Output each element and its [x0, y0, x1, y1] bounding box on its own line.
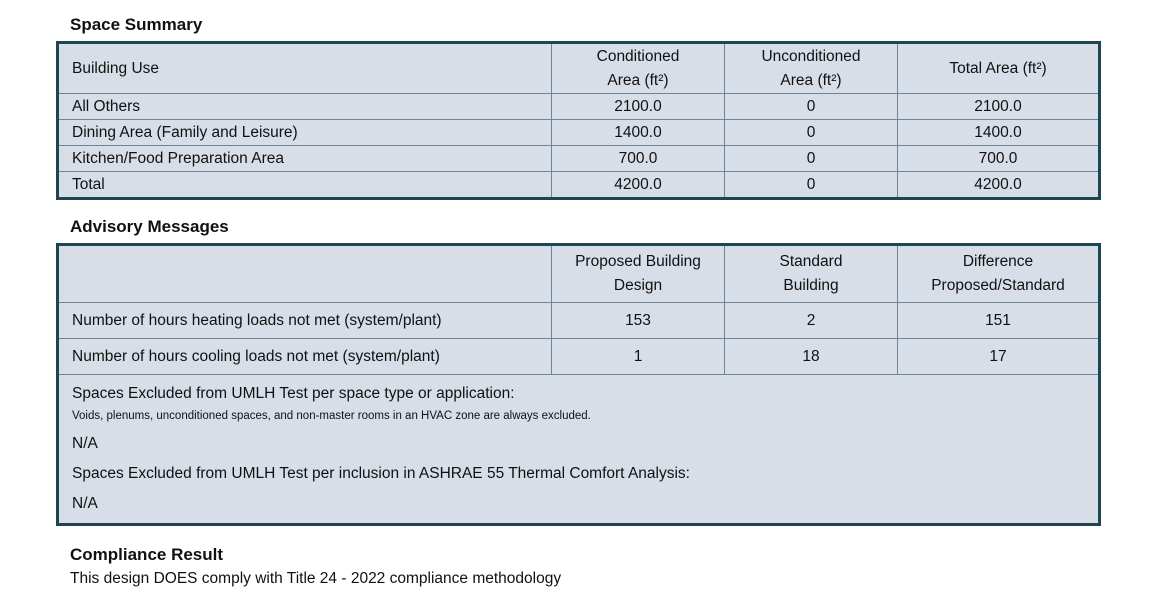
table-row [58, 146, 1100, 172]
unconditioned-cell: 0 [725, 146, 898, 172]
building-use-cell: Dining Area (Family and Leisure) [58, 120, 552, 146]
header-unconditioned-area [725, 43, 898, 94]
unconditioned-cell: 0 [725, 94, 898, 120]
table-header-row [58, 245, 1100, 303]
exclusions-cell [58, 375, 1100, 525]
excluded-ashrae-label: Spaces Excluded from UMLH Test per inclusion in ASHRAE 55 Thermal Comfort Analysis: [72, 465, 690, 482]
standard-cell: 18 [725, 339, 898, 375]
total-cell: 700.0 [898, 146, 1100, 172]
total-cell: 1400.0 [898, 120, 1100, 146]
table-row [58, 120, 1100, 146]
standard-cell: 2 [725, 303, 898, 339]
header-standard-line1: Standard [779, 253, 843, 270]
table-row [58, 303, 1100, 339]
excluded-note: Voids, plenums, unconditioned spaces, and non-master rooms in an HVAC zone are always excluded. [72, 410, 591, 422]
compliance-result-text: This design DOES comply with Title 24 - 2022 compliance methodology [70, 570, 562, 587]
table-row [58, 339, 1100, 375]
unconditioned-cell: 0 [725, 172, 898, 199]
space-summary-title: Space Summary [70, 15, 203, 34]
header-conditioned-line2: Area (ft²) [607, 71, 669, 89]
total-cell: 2100.0 [898, 94, 1100, 120]
header-standard-building [725, 245, 898, 303]
header-unconditioned-line1: Unconditioned [761, 47, 861, 65]
header-total-area: Total Area (ft²) [898, 43, 1100, 94]
table-row-total [58, 172, 1100, 199]
conditioned-cell: 1400.0 [552, 120, 725, 146]
total-cell: 4200.0 [898, 172, 1100, 199]
advisory-messages-title: Advisory Messages [70, 217, 229, 236]
difference-cell: 151 [898, 303, 1100, 339]
header-conditioned-line1: Conditioned [596, 47, 680, 65]
proposed-cell: 153 [552, 303, 725, 339]
building-use-cell: Kitchen/Food Preparation Area [58, 146, 552, 172]
excluded-space-type-value: N/A [72, 435, 98, 452]
header-proposed-line2: Design [613, 277, 663, 294]
conditioned-cell: 2100.0 [552, 94, 725, 120]
advisory-messages-table [56, 243, 1101, 526]
proposed-cell: 1 [552, 339, 725, 375]
difference-cell: 17 [898, 339, 1100, 375]
header-standard-line2: Building [783, 277, 839, 294]
building-use-cell: Total [58, 172, 552, 199]
header-empty [58, 245, 552, 303]
header-proposed-line1: Proposed Building [575, 253, 701, 270]
header-difference [898, 245, 1100, 303]
excluded-space-type-label: Spaces Excluded from UMLH Test per space type or application: [72, 385, 515, 402]
building-use-cell: All Others [58, 94, 552, 120]
header-unconditioned-line2: Area (ft²) [780, 71, 842, 89]
compliance-result-title: Compliance Result [70, 545, 224, 564]
conditioned-cell: 4200.0 [552, 172, 725, 199]
space-summary-table [56, 41, 1101, 200]
exclusions-row [58, 375, 1100, 525]
header-conditioned-area [552, 43, 725, 94]
header-proposed-design [552, 245, 725, 303]
conditioned-cell: 700.0 [552, 146, 725, 172]
header-difference-line2: Proposed/Standard [931, 277, 1065, 294]
header-difference-line1: Difference [962, 253, 1034, 270]
advisory-label-cell: Number of hours cooling loads not met (system/plant) [58, 339, 552, 375]
unconditioned-cell: 0 [725, 120, 898, 146]
header-building-use: Building Use [58, 43, 552, 94]
advisory-label-cell: Number of hours heating loads not met (system/plant) [58, 303, 552, 339]
table-header-row [58, 43, 1100, 94]
table-row [58, 94, 1100, 120]
excluded-ashrae-value: N/A [72, 495, 98, 512]
